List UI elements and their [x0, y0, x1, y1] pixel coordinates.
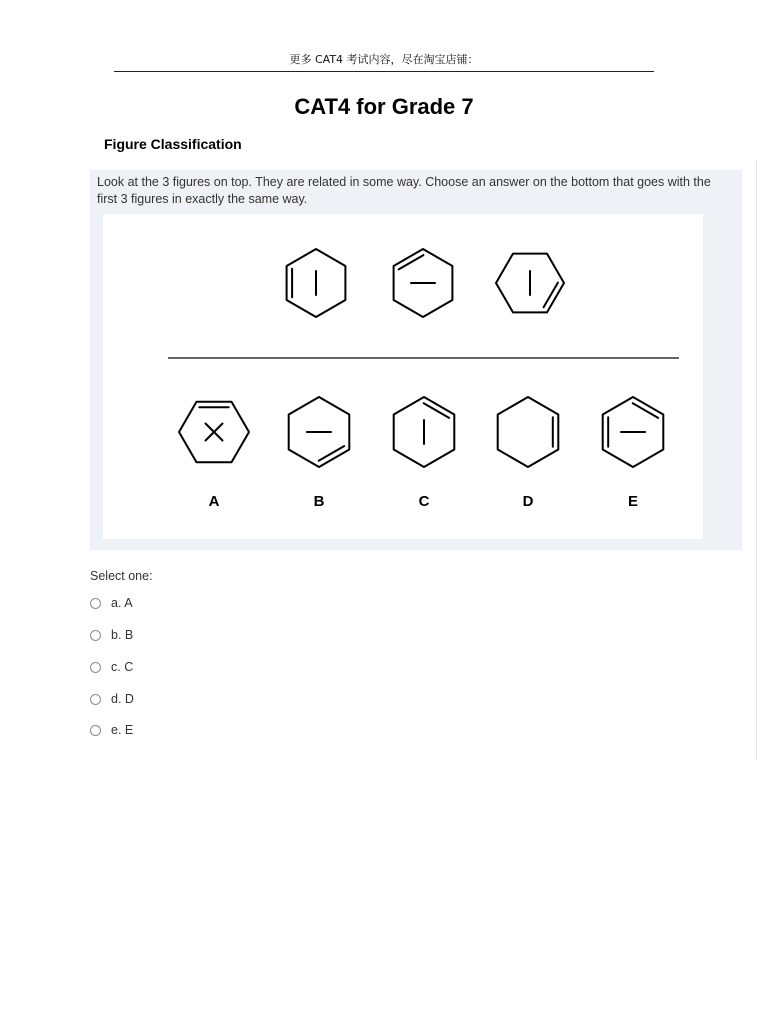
- option-figure-b: [289, 397, 350, 510]
- top-figure-2-double-edge: [399, 255, 424, 269]
- option-label-b: B: [313, 493, 325, 510]
- question-prompt: Look at the 3 figures on top. They are related in some way. Choose an answer on the bottom that goes with the first 3 figures in exactly the same way.: [97, 175, 711, 206]
- header-rule: [114, 71, 654, 72]
- page-title: CAT4 for Grade 7: [294, 94, 474, 119]
- option-label-c: C: [418, 493, 430, 510]
- radio-b[interactable]: [90, 630, 101, 641]
- answer-label-e: e. E: [111, 723, 134, 737]
- figure-card: [103, 214, 703, 539]
- top-figure-3-double-edge: [544, 283, 558, 308]
- answer-option-a[interactable]: [90, 595, 133, 611]
- answer-label-d: d. D: [111, 692, 134, 706]
- option-label-e: E: [627, 493, 639, 510]
- answer-label-a: a. A: [111, 596, 133, 610]
- top-figure-3: [496, 254, 564, 313]
- top-figure-2: [394, 249, 453, 317]
- answer-option-b[interactable]: [90, 627, 133, 643]
- answer-option-c[interactable]: [90, 659, 133, 675]
- answer-option-d[interactable]: [90, 691, 134, 707]
- select-one-label: Select one:: [90, 569, 153, 583]
- answer-label-c: c. C: [111, 660, 134, 674]
- option-d-hexagon: [498, 397, 559, 467]
- radio-d[interactable]: [90, 694, 101, 705]
- top-figure-1: [287, 249, 346, 317]
- option-figure-c: [394, 397, 455, 510]
- option-e-double-edge: [633, 403, 658, 418]
- option-figure-a: [179, 402, 249, 510]
- answer-label-b: b. B: [111, 628, 134, 642]
- option-b-double-edge: [319, 446, 344, 461]
- option-figure-e: [603, 397, 664, 510]
- answer-option-e[interactable]: [90, 722, 133, 738]
- radio-a[interactable]: [90, 598, 101, 609]
- option-figure-d: [498, 397, 559, 510]
- radio-c[interactable]: [90, 662, 101, 673]
- radio-e[interactable]: [90, 725, 101, 736]
- figure-classification-diagram: [103, 214, 703, 539]
- header-note: 更多 CAT4 考试内容，尽在淘宝店铺：: [289, 53, 479, 66]
- option-c-double-edge: [424, 403, 449, 418]
- section-heading: Figure Classification: [104, 136, 242, 152]
- option-label-a: A: [208, 493, 220, 510]
- page-edge-line: [756, 160, 757, 760]
- option-label-d: D: [522, 493, 534, 510]
